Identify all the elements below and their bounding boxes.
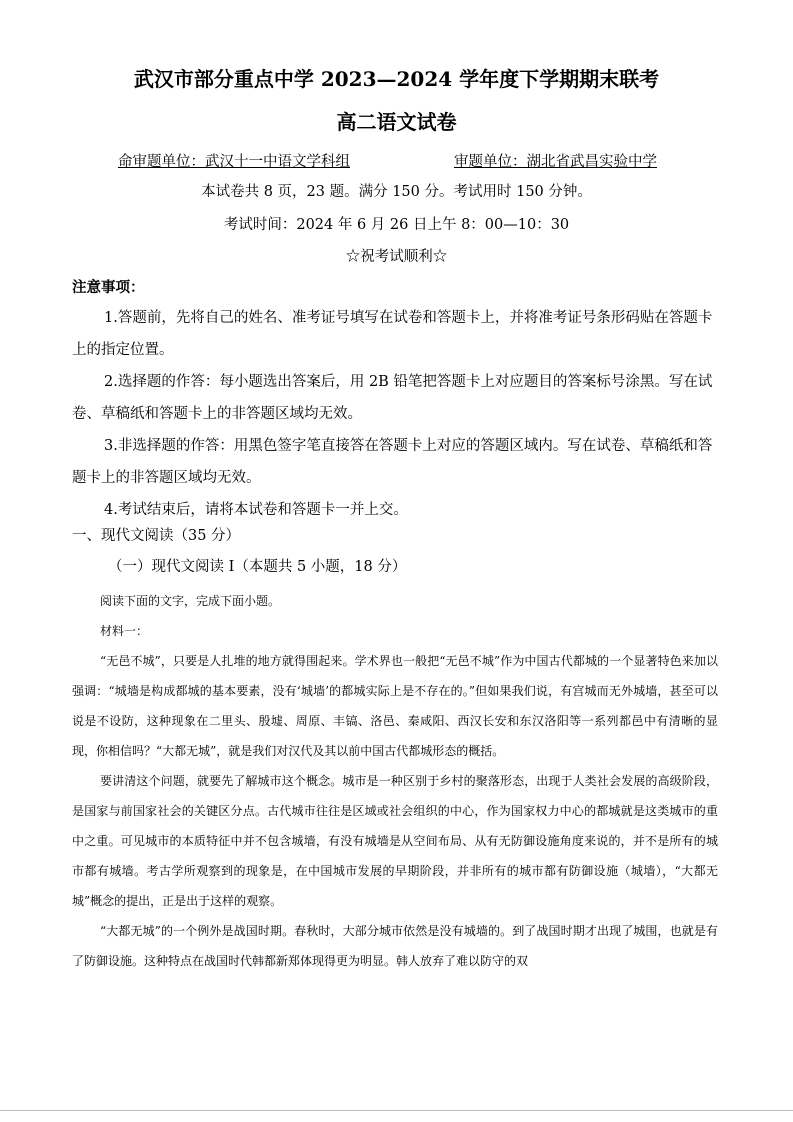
notice-item: 4.考试结束后，请将本试卷和答题卡一并上交。	[104, 502, 408, 518]
material-label: 材料一：	[100, 624, 149, 638]
notice-item: 3.非选择题的作答：用黑色签字笔直接答在答题卡上对应的答题区域内。写在试卷、草稿纸和答题卡上的非答题区域均无效。	[72, 438, 713, 486]
reading-instruction: 阅读下面的文字，完成下面小题。	[100, 594, 281, 608]
exam-wish: ☆祝考试顺利☆	[345, 249, 448, 265]
reviewer-unit: 审题单位：湖北省武昌实验中学	[454, 154, 657, 170]
section-heading: 一、现代文阅读（35 分）	[72, 528, 241, 544]
exam-subtitle: 高二语文试卷	[336, 110, 457, 134]
subsection-heading: （一）现代文阅读 I（本题共 5 小题，18 分）	[108, 559, 407, 575]
proposer-unit: 命审题单位：武汉十一中语文学科组	[118, 154, 350, 170]
exam-info: 本试卷共 8 页，23 题。满分 150 分。考试用时 150 分钟。	[201, 184, 592, 200]
notice-heading: 注意事项：	[72, 279, 145, 296]
exam-units	[118, 150, 718, 171]
page-divider	[0, 1110, 793, 1111]
notice-item: 2.选择题的作答：每小题选出答案后，用 2B 铅笔把答题卡上对应题目的答案标号涂黑。写在试卷、草稿纸和答题卡上的非答题区域均无效。	[72, 374, 713, 422]
notice-list	[72, 302, 720, 526]
exam-title: 武汉市部分重点中学 2023—2024 学年度下学期期末联考	[133, 67, 660, 91]
reading-passage	[72, 586, 718, 976]
passage-paragraph: “大都无城”的一个例外是战国时期。春秋时，大部分城市依然是没有城墙的。到了战国时期才出现了城围，也就是有了防御设施。这种特点在战国时代韩都新郑体现得更为明显。韩人放弃了难以防守的双	[72, 924, 718, 968]
notice-item: 1.答题前，先将自己的姓名、准考证号填写在试卷和答题卡上，并将准考证号条形码贴在答题卡上的指定位置。	[72, 310, 713, 358]
passage-paragraph: 要讲清这个问题，就要先了解城市这个概念。城市是一种区别于乡村的聚落形态，出现于人类社会发展的高级阶段，是国家与前国家社会的关键区分点。古代城市往往是区域或社会组织的中心，作为国家权力中心的都城就是这类城市的重中之重。可见城市的本质特征中并不包含城墙，有没有城墙是从空间布局、从有无防御设施角度来说的，并不是所有的城市都有城墙。考古学所观察到的现象是，在中国城市发展的早期阶段，并非所有的城市都有防御设施（城墙），“大都无城”概念的提出，正是出于这样的观察。	[72, 774, 718, 908]
exam-time: 考试时间：2024 年 6 月 26 日上午 8：00—10：30	[223, 217, 570, 233]
passage-paragraph: “无邑不城”，只要是人扎堆的地方就得围起来。学术界也一般把“无邑不城”作为中国古代都城的一个显著特色来加以强调：“城墙是构成都城的基本要素，没有‘城墙’的都城实际上是不存在的。”但如果我们说，有宫城而无外城墙，甚至可以说是不设防，这种现象在二里头、殷墟、周原、丰镐、洛邑、秦咸阳、西汉长安和东汉洛阳等一系列都邑中有清晰的显现，你相信吗？“大都无城”，就是我们对汉代及其以前中国古代都城形态的概括。	[72, 654, 718, 758]
